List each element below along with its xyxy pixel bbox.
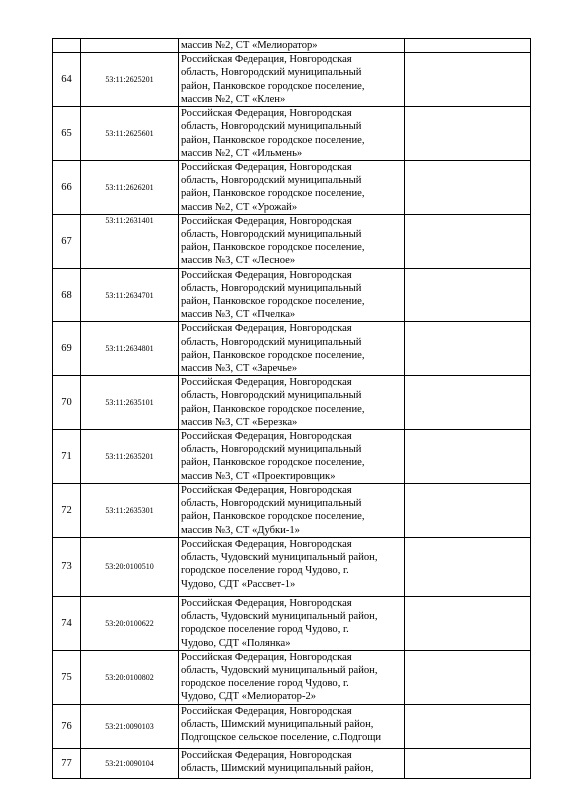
empty-cell — [405, 214, 531, 268]
row-number: 77 — [53, 748, 81, 778]
table-row — [53, 483, 531, 537]
row-number: 71 — [53, 430, 81, 484]
cadastral-number: 53:21:0090103 — [81, 704, 179, 748]
empty-cell — [405, 107, 531, 161]
address-line: Подгощское сельское поселение, с.Подгощи — [181, 731, 382, 743]
empty-cell — [405, 161, 531, 215]
address-line: область, Шимский муниципальный район, — [181, 762, 374, 774]
cadastral-number: 53:11:2635201 — [81, 430, 179, 484]
address-cell — [179, 650, 405, 704]
address-cell — [179, 107, 405, 161]
table-row — [53, 704, 531, 748]
address-line: район, Панковское городское поселение, — [181, 403, 365, 415]
empty-cell — [405, 430, 531, 484]
empty-cell — [405, 704, 531, 748]
empty-cell — [405, 322, 531, 376]
cadastral-number: 53:11:2625201 — [81, 53, 179, 107]
land-plots-table — [52, 38, 531, 779]
cadastral-number — [81, 39, 179, 53]
table-row — [53, 537, 531, 596]
address-line: Российская Федерация, Новгородская — [181, 323, 352, 335]
table-row — [53, 650, 531, 704]
table-row — [53, 322, 531, 376]
address-line: область, Новгородский муниципальный — [181, 229, 362, 241]
cadastral-number: 53:11:2635101 — [81, 376, 179, 430]
address-line: район, Панковское городское поселение, — [181, 349, 365, 361]
table-row — [53, 748, 531, 778]
empty-cell — [405, 376, 531, 430]
row-number: 72 — [53, 483, 81, 537]
address-line: область, Новгородский муниципальный — [181, 444, 362, 456]
address-line: городское поселение город Чудово, г. — [181, 565, 349, 577]
address-line: Чудово, СДТ «Рассвет-1» — [181, 578, 296, 590]
address-cell — [179, 53, 405, 107]
row-number: 75 — [53, 650, 81, 704]
address-cell — [179, 596, 405, 650]
address-line: область, Новгородский муниципальный — [181, 498, 362, 510]
address-line: область, Новгородский муниципальный — [181, 390, 362, 402]
row-number: 69 — [53, 322, 81, 376]
address-line: Российская Федерация, Новгородская — [181, 215, 352, 227]
address-line: Российская Федерация, Новгородская — [181, 377, 352, 389]
address-line: область, Чудовский муниципальный район, — [181, 664, 378, 676]
address-line: Российская Федерация, Новгородская — [181, 538, 352, 550]
row-number: 74 — [53, 596, 81, 650]
cadastral-number: 53:20:0100510 — [81, 537, 179, 596]
address-line: массив №3, СТ «Лесное» — [181, 255, 296, 267]
cadastral-number: 53:11:2625601 — [81, 107, 179, 161]
table-row — [53, 161, 531, 215]
row-number: 66 — [53, 161, 81, 215]
address-line: область, Чудовский муниципальный район, — [181, 552, 378, 564]
address-line: Российская Федерация, Новгородская — [181, 431, 352, 443]
address-line: область, Шимский муниципальный район, — [181, 718, 374, 730]
address-line: массив №3, СТ «Березка» — [181, 416, 298, 428]
address-line: область, Новгородский муниципальный — [181, 67, 362, 79]
table-row — [53, 107, 531, 161]
address-line: Российская Федерация, Новгородская — [181, 597, 352, 609]
address-line: массив №3, СТ «Пчелка» — [181, 309, 296, 321]
address-line: район, Панковское городское поселение, — [181, 188, 365, 200]
address-line: массив №3, СТ «Заречье» — [181, 363, 298, 375]
address-cell — [179, 704, 405, 748]
empty-cell — [405, 596, 531, 650]
address-cell — [179, 430, 405, 484]
address-line: массив №2, СТ «Мелиоратор» — [181, 40, 318, 51]
address-cell — [179, 483, 405, 537]
address-line: городское поселение город Чудово, г. — [181, 624, 349, 636]
cadastral-number: 53:20:0100802 — [81, 650, 179, 704]
table-row — [53, 268, 531, 322]
address-line: область, Новгородский муниципальный — [181, 336, 362, 348]
address-line: район, Панковское городское поселение, — [181, 80, 365, 92]
empty-cell — [405, 483, 531, 537]
address-line: Российская Федерация, Новгородская — [181, 705, 352, 717]
address-cell — [179, 376, 405, 430]
address-line: массив №3, СТ «Проектировщик» — [181, 470, 336, 482]
address-line: Российская Федерация, Новгородская — [181, 484, 352, 496]
empty-cell — [405, 748, 531, 778]
cadastral-number: 53:20:0100622 — [81, 596, 179, 650]
table-row — [53, 376, 531, 430]
address-line: область, Новгородский муниципальный — [181, 121, 362, 133]
address-line: район, Панковское городское поселение, — [181, 511, 365, 523]
address-cell — [179, 161, 405, 215]
row-number: 70 — [53, 376, 81, 430]
cadastral-number: 53:11:2626201 — [81, 161, 179, 215]
address-line: массив №2, СТ «Ильмень» — [181, 147, 303, 159]
address-line: Российская Федерация, Новгородская — [181, 749, 352, 761]
address-line: район, Панковское городское поселение, — [181, 242, 365, 254]
table-row — [53, 214, 531, 268]
cadastral-number: 53:11:2634801 — [81, 322, 179, 376]
empty-cell — [405, 39, 531, 53]
table-row — [53, 39, 531, 53]
address-line: Чудово, СДТ «Мелиоратор-2» — [181, 691, 317, 703]
address-line: Чудово, СДТ «Полянка» — [181, 637, 291, 649]
row-number: 64 — [53, 53, 81, 107]
table-row — [53, 53, 531, 107]
address-cell — [179, 214, 405, 268]
row-number: 73 — [53, 537, 81, 596]
address-line: Российская Федерация, Новгородская — [181, 269, 352, 281]
empty-cell — [405, 537, 531, 596]
address-line: район, Панковское городское поселение, — [181, 457, 365, 469]
cadastral-number: 53:11:2631401 — [81, 214, 179, 268]
address-line: Российская Федерация, Новгородская — [181, 54, 352, 66]
address-line: Российская Федерация, Новгородская — [181, 162, 352, 174]
table-row — [53, 430, 531, 484]
empty-cell — [405, 650, 531, 704]
address-cell — [179, 537, 405, 596]
row-number — [53, 39, 81, 53]
address-cell — [179, 268, 405, 322]
address-line: район, Панковское городское поселение, — [181, 296, 365, 308]
address-cell — [179, 322, 405, 376]
address-line: массив №3, СТ «Дубки-1» — [181, 524, 300, 536]
cadastral-number: 53:11:2634701 — [81, 268, 179, 322]
empty-cell — [405, 53, 531, 107]
empty-cell — [405, 268, 531, 322]
address-cell — [179, 39, 405, 53]
row-number: 67 — [53, 214, 81, 268]
cadastral-number: 53:11:2635301 — [81, 483, 179, 537]
address-line: область, Новгородский муниципальный — [181, 175, 362, 187]
address-cell — [179, 748, 405, 778]
address-line: городское поселение город Чудово, г. — [181, 678, 349, 690]
row-number: 76 — [53, 704, 81, 748]
cadastral-number: 53:21:0090104 — [81, 748, 179, 778]
address-line: массив №2, СТ «Клен» — [181, 93, 286, 105]
row-number: 65 — [53, 107, 81, 161]
address-line: массив №2, СТ «Урожай» — [181, 201, 298, 213]
address-line: Российская Федерация, Новгородская — [181, 651, 352, 663]
address-line: область, Новгородский муниципальный — [181, 282, 362, 294]
address-line: область, Чудовский муниципальный район, — [181, 611, 378, 623]
table-row — [53, 596, 531, 650]
address-line: район, Панковское городское поселение, — [181, 134, 365, 146]
address-line: Российская Федерация, Новгородская — [181, 108, 352, 120]
row-number: 68 — [53, 268, 81, 322]
